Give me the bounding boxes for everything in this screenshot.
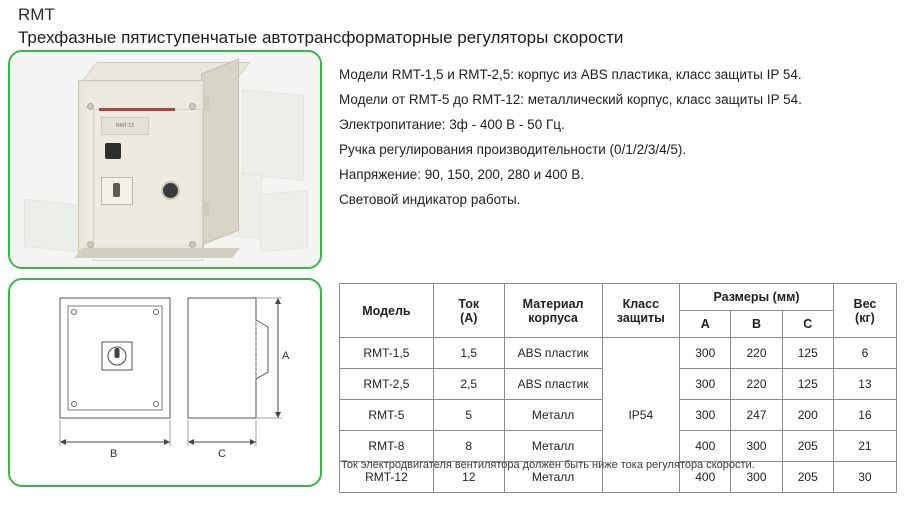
cell-dim-a: 300 <box>680 400 731 431</box>
cabinet-speed-knob <box>101 177 133 205</box>
cell-model: RMT-5 <box>340 400 434 431</box>
cell-model: RMT-1,5 <box>340 338 434 369</box>
col-header-dim-c: C <box>782 311 833 338</box>
cell-weight: 6 <box>833 338 896 369</box>
col-header-dimensions: Размеры (мм) <box>680 284 834 311</box>
dimension-label-b: B <box>110 448 118 460</box>
cabinet-hinge <box>203 96 209 110</box>
cell-dim-c: 125 <box>782 338 833 369</box>
table-footnote: Ток электродвигателя вентилятора должен быть ниже тока регулятора скорости. <box>341 459 755 471</box>
cell-current: 1,5 <box>433 338 504 369</box>
cell-weight: 13 <box>833 369 896 400</box>
cell-model: RMT-8 <box>340 431 434 462</box>
cell-dim-c: 205 <box>782 462 833 493</box>
col-header-current-line1: Ток <box>458 296 480 311</box>
controller-cabinet-image <box>72 62 262 262</box>
col-header-weight <box>833 284 896 338</box>
col-header-dim-a: A <box>680 311 731 338</box>
description-line: Электропитание: 3ф - 400 В - 50 Гц. <box>339 117 565 132</box>
cell-dim-a: 300 <box>680 369 731 400</box>
cabinet-nameplate: RMT-12 <box>101 117 149 135</box>
cell-material: Металл <box>504 431 602 462</box>
table-header-row <box>340 284 897 311</box>
page-subtitle: Трехфазные пятиступенчатые автотрансформаторные регуляторы скорости <box>18 28 624 47</box>
cell-weight: 30 <box>833 462 896 493</box>
col-header-weight-line1: Вес <box>853 296 877 311</box>
cabinet-front <box>78 80 204 252</box>
col-header-material-line1: Материал <box>522 296 584 311</box>
col-header-material <box>504 284 602 338</box>
cell-current: 8 <box>433 431 504 462</box>
cell-dim-b: 220 <box>731 338 782 369</box>
screw-icon <box>189 241 196 248</box>
description-line: Модели RMT-1,5 и RMT-2,5: корпус из ABS пластика, класс защиты IP 54. <box>339 67 802 82</box>
cell-dim-b: 300 <box>731 462 782 493</box>
col-header-current-line2: (А) <box>460 310 478 325</box>
cell-current: 5 <box>433 400 504 431</box>
cell-current: 2,5 <box>433 369 504 400</box>
page-header <box>18 4 888 50</box>
cabinet-switch <box>105 143 121 159</box>
cell-weight: 21 <box>833 431 896 462</box>
col-header-current <box>433 284 504 338</box>
cell-dim-a: 300 <box>680 338 731 369</box>
description-line: Модели от RMT-5 до RMT-12: металлический корпус, класс защиты IP 54. <box>339 92 802 107</box>
description-line: Ручка регулирования производительности (0/1/2/3/4/5). <box>339 142 687 157</box>
page-title: RMT <box>18 5 55 24</box>
product-photo-panel <box>8 50 322 269</box>
cell-material: ABS пластик <box>504 338 602 369</box>
col-header-weight-line2: (кг) <box>855 310 875 325</box>
cell-dim-a: 400 <box>680 462 731 493</box>
screw-icon <box>189 103 196 110</box>
cabinet-indicator-lamp <box>161 181 180 200</box>
background-shape <box>260 190 308 252</box>
table-row <box>340 338 897 369</box>
cell-dim-c: 200 <box>782 400 833 431</box>
col-header-dim-b: B <box>731 311 782 338</box>
dimension-label-c: C <box>218 448 226 460</box>
cell-current: 12 <box>433 462 504 493</box>
cell-material: ABS пластик <box>504 369 602 400</box>
spec-table-head <box>340 284 897 338</box>
col-header-material-line2: корпуса <box>528 310 578 325</box>
cell-dim-b: 247 <box>731 400 782 431</box>
description-line: Напряжение: 90, 150, 200, 280 и 400 В. <box>339 167 584 182</box>
col-header-protection-line2: защиты <box>616 310 665 325</box>
col-header-protection-line1: Класс <box>622 296 660 311</box>
technical-drawing-panel <box>8 278 322 487</box>
cell-dim-b: 220 <box>731 369 782 400</box>
cell-protection: IP54 <box>602 338 680 493</box>
cell-dim-c: 205 <box>782 431 833 462</box>
col-header-model: Модель <box>340 284 434 338</box>
drawing-svg <box>10 280 316 481</box>
cell-dim-a: 400 <box>680 431 731 462</box>
cell-dim-c: 125 <box>782 369 833 400</box>
screw-icon <box>87 103 94 110</box>
cell-weight: 16 <box>833 400 896 431</box>
cell-model: RMT-2,5 <box>340 369 434 400</box>
cell-material: Металл <box>504 462 602 493</box>
cell-material: Металл <box>504 400 602 431</box>
cabinet-base <box>74 248 240 258</box>
cabinet-hinge <box>203 202 209 216</box>
cabinet-side <box>201 58 239 245</box>
cabinet-red-stripe <box>99 108 175 111</box>
description-block <box>339 62 899 212</box>
cell-dim-b: 300 <box>731 431 782 462</box>
dimension-label-a: A <box>282 350 290 362</box>
screw-icon <box>87 241 94 248</box>
description-line: Световой индикатор работы. <box>339 192 521 207</box>
cell-model: RMT-12 <box>340 462 434 493</box>
col-header-protection <box>602 284 680 338</box>
